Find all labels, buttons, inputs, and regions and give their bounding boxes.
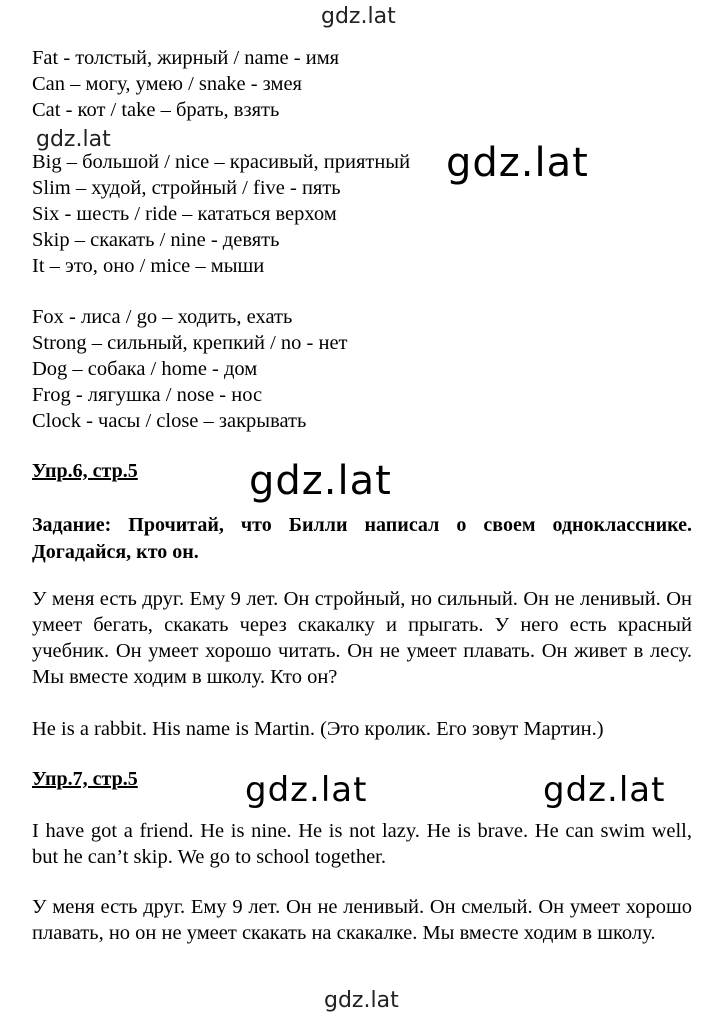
exercise-7-heading: Упр.7, стр.5 [32,768,138,790]
exercise-6-answer: He is a rabbit. His name is Martin. (Это кролик. Его зовут Мартин.) [32,718,604,740]
exercise-6-text-ru: У меня есть друг. Ему 9 лет. Он стройный, но сильный. Он не ленивый. Он умеет бегать, скакать через скакалку и прыгать. У него есть красный учебник. Он умеет хорошо читать. Он не умеет плавать. Он живет в лесу. Мы вместе ходим в школу. Кто он? [32,588,692,688]
watermark-big-right: gdz.lat [446,140,589,186]
exercise-6-task: Задание: Прочитай, что Билли написал о своем однокласснике. Догадайся, кто он. [32,514,692,563]
vocab-line: Clock - часы / close – закрывать [32,410,307,432]
vocab-line: Skip – скакать / nine - девять [32,229,280,251]
vocab-line: It – это, оно / mice – мыши [32,255,265,277]
vocab-line: Cat - кот / take – брать, взять [32,99,280,121]
watermark-ex7-left: gdz.lat [245,770,368,810]
vocab-line: Can – могу, умею / snake - змея [32,73,302,95]
vocab-line: Big – большой / nice – красивый, приятный [32,151,411,173]
vocab-line: Six - шесть / ride – кататься верхом [32,203,337,225]
vocab-line: Fox - лиса / go – ходить, ехать [32,306,293,328]
vocab-line: Frog - лягушка / nose - нос [32,384,263,406]
vocab-line: Strong – сильный, крепкий / no - нет [32,332,348,354]
watermark-bottom: gdz.lat [324,988,399,1013]
vocab-line: Dog – собака / home - дом [32,358,258,380]
watermark-ex7-right: gdz.lat [543,770,666,810]
exercise-7-text-ru: У меня есть друг. Ему 9 лет. Он не ленивый. Он смелый. Он умеет хорошо плавать, но он не умеет скакать на скакалке. Мы вместе ходим в школу. [32,896,692,944]
exercise-6-heading: Упр.6, стр.5 [32,460,138,482]
vocab-line: Fat - толстый, жирный / name - имя [32,47,340,69]
watermark-small-left: gdz.lat [36,127,111,152]
watermark-big-center: gdz.lat [249,458,392,504]
exercise-7-text-en: I have got a friend. He is nine. He is not lazy. He is brave. He can swim well, but he can’t skip. We go to school together. [32,820,692,868]
vocab-line: Slim – худой, стройный / five - пять [32,177,341,199]
watermark-top: gdz.lat [321,4,396,29]
